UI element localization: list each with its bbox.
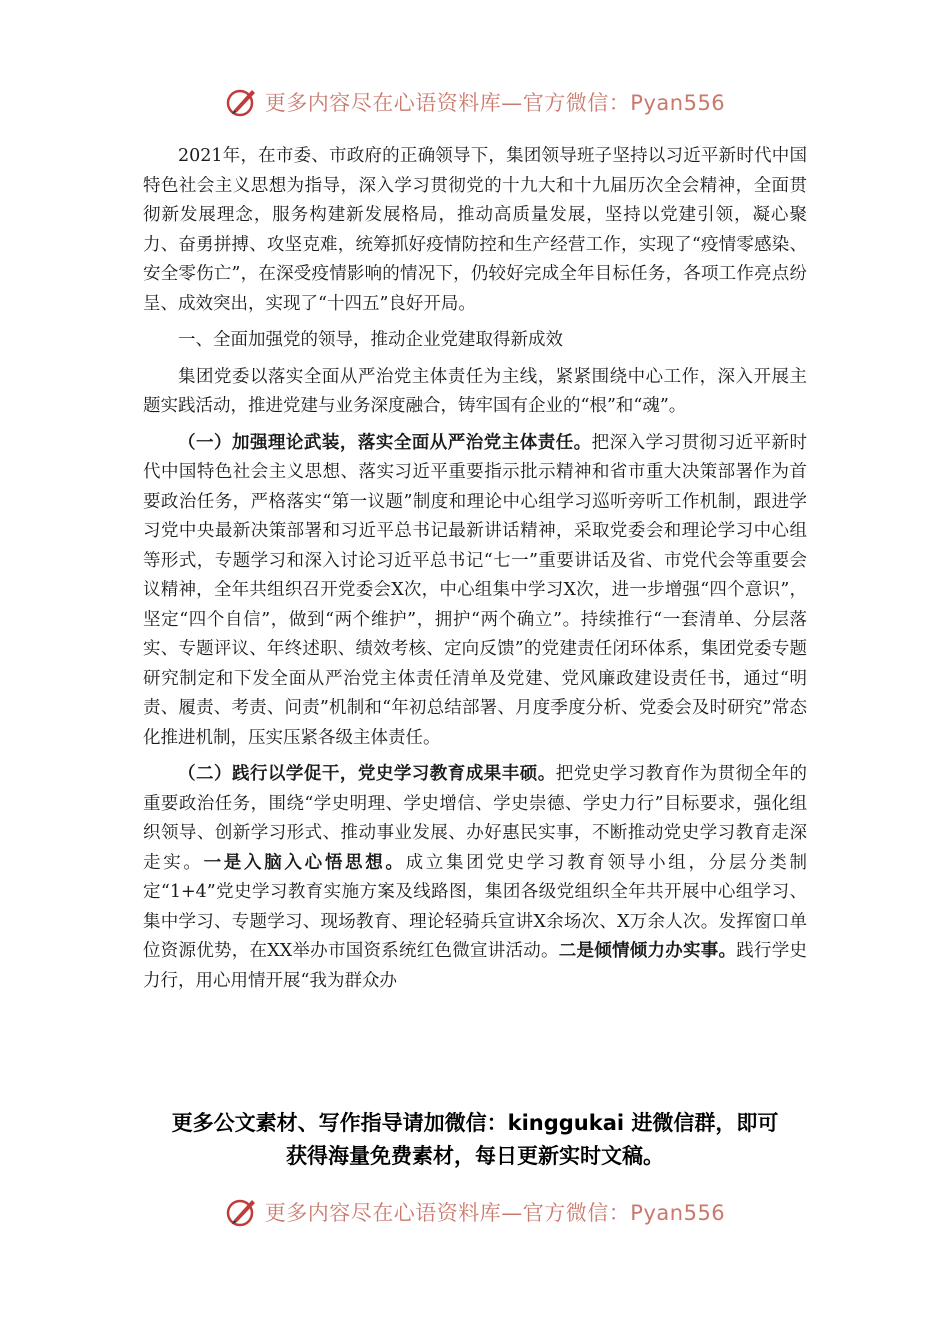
promo-notice [110, 1107, 840, 1173]
subsection-2-body: 把党史学习教育作为贯彻全年的重要政治任务，围绕“学史明理、学史增信、学史崇德、学史力行”目标要求，强化组织领导、创新学习形式、推动事业发展、办好惠民实事，不断推动党史学习教育走深走实。 [143, 764, 808, 873]
promo-line-2: 获得海量免费素材，每日更新实时文稿。 [286, 1144, 664, 1168]
watermark-text: 更多内容尽在心语资料库—官方微信：Pyan556 [264, 91, 726, 115]
document-body [143, 142, 807, 1003]
promo-line-1: 更多公文素材、写作指导请加微信：kinggukai 进微信群，即可 [171, 1111, 779, 1135]
watermark-banner-bottom [0, 1192, 950, 1232]
point-2-title: 二是倾情倾力办实事。 [558, 941, 737, 961]
subsection-1-body: 把深入学习贯彻习近平新时代中国特色社会主义思想、落实习近平重要指示批示精神和省市重大决策部署作为首要政治任务，严格落实“第一议题”制度和理论中心组学习巡听旁听工作机制，跟进学习党中央最新决策部署和习近平总书记最新讲话精神，采取党委会和理论学习中心组等形式，专题学习和深入讨论习近平总书记“七一”重要讲话及省、市党代会等重要会议精神，全年共组织召开党委会X次，中心组集中学习X次，进一步增强“四个意识”，坚定“四个自信”，做到“两个维护”，拥护“两个确立”。持续推行“一套清单、分层落实、专题评议、年终述职、绩效考核、定向反馈”的党建责任闭环体系，集团党委专题研究制定和下发全面从严治党主体责任清单及党建、党风廉政建设责任书，通过“明责、履责、考责、问责”机制和“年初总结部署、月度季度分析、党委会及时研究”常态化推进机制，压实压紧各级主体责任。 [143, 432, 808, 748]
subsection-1-title: （一）加强理论武装，落实全面从严治党主体责任。 [178, 432, 592, 453]
pen-in-circle-logo-icon [225, 1195, 259, 1229]
intro-paragraph: 2021年，在市委、市政府的正确领导下，集团领导班子坚持以习近平新时代中国特色社会主义思想为指导，深入学习贯彻党的十九大和十九届历次全会精神，全面贯彻新发展理念，服务构建新发展格局，推动高质量发展，坚持以党建引领，凝心聚力、奋勇拼搏、攻坚克难，统筹抓好疫情防控和生产经营工作，实现了“疫情零感染、安全零伤亡”，在深受疫情影响的情况下，仍较好完成全年目标任务，各项工作亮点纷呈、成效突出，实现了“十四五”良好开局。 [143, 146, 807, 314]
watermark-text: 更多内容尽在心语资料库—官方微信：Pyan556 [264, 1201, 726, 1225]
pen-in-circle-logo-icon [225, 85, 259, 119]
point-1-body: 成立集团党史学习教育领导小组，分层分类制定“1+4”党史学习教育实施方案及线路图，集团各级党组织全年共开展中心组学习、集中学习、专题学习、现场教育、理论轻骑兵宣讲X余场次、X万余人次。发挥窗口单位资源优势，在XX举办市国资系统红色微宣讲活动。 [143, 852, 807, 961]
subsection-1-paragraph [143, 429, 807, 754]
section-heading-1: 一、全面加强党的领导，推动企业党建取得新成效 [178, 330, 563, 350]
point-1-title: 一是入脑入心悟思想。 [203, 852, 406, 873]
subsection-2-title: （二）践行以学促干，党史学习教育成果丰硕。 [178, 764, 556, 784]
subsection-2-paragraph [143, 760, 807, 996]
point-2-body: 践行学史力行，用心用情开展“我为群众办 [143, 941, 808, 991]
watermark-banner-top [0, 82, 950, 122]
section1-intro-paragraph: 集团党委以落实全面从严治党主体责任为主线，紧紧围绕中心工作，深入开展主题实践活动，推进党建与业务深度融合，铸牢国有企业的“根”和“魂”。 [143, 366, 807, 416]
